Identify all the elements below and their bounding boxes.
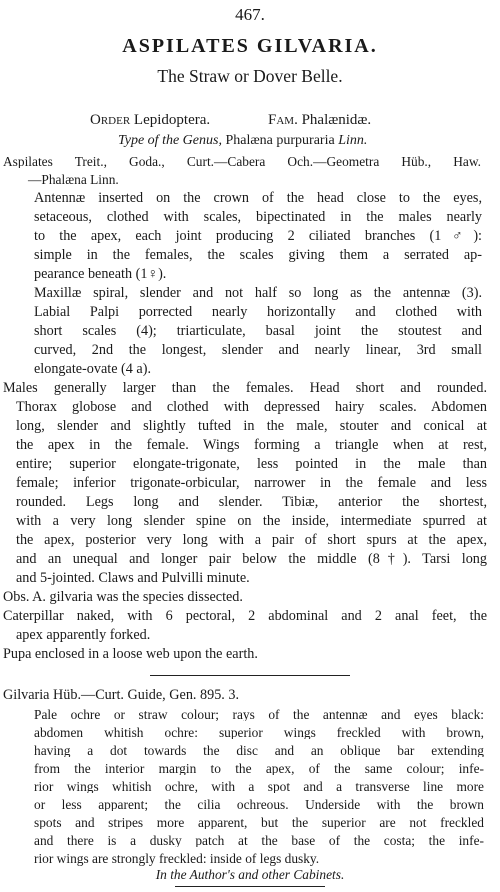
species-heading: Gilvaria Hüb.—Curt. Guide, Gen. 895. 3.	[3, 687, 240, 703]
obs-line: Obs. A. gilvaria was the species dissected.	[3, 589, 243, 605]
species-description-line: Pale ochre or straw colour; rays of the antennæ and eyes black:	[34, 708, 484, 722]
caterpillar-line: apex apparently forked.	[16, 627, 151, 643]
genus-description-line: Maxillæ spiral, slender and not half so long as the antennæ (3).	[34, 286, 482, 301]
genus-description-line: setaceous, clothed with scales, bipectinated in the males nearly	[34, 210, 482, 225]
section-divider	[150, 675, 350, 676]
section-divider	[175, 886, 325, 887]
order-line	[90, 113, 210, 128]
genus-description-line: elongate-ovate (4 a).	[34, 361, 151, 377]
order-label: Order	[90, 112, 131, 128]
genus-synonymy-line: —Phalæna Linn.	[28, 172, 119, 187]
species-description-line: abdomen whitish ochre: superior wings freckled with brown,	[34, 726, 484, 740]
pupa-line: Pupa enclosed in a loose web upon the earth.	[3, 646, 258, 662]
genus-description-line: curved, 2nd the longest, slender and nearly linear, 3rd small	[34, 343, 482, 358]
cabinets-line: In the Author's and other Cabinets.	[155, 867, 345, 882]
characters-line: rounded. Legs long and slender. Tibiæ, anterior the shortest,	[16, 495, 487, 510]
species-description-line: or less apparent; the cilia ochreous. Underside with the brown	[34, 798, 484, 812]
caterpillar-line: Caterpillar naked, with 6 pectoral, 2 abdominal and 2 anal feet, the	[3, 609, 487, 624]
species-description-line: having a dot towards the disc and an oblique bar extending	[34, 744, 484, 758]
order-value: Lepidoptera.	[130, 112, 211, 128]
characters-line: long, slender and slightly tufted in the male, stouter and conical at	[16, 419, 487, 434]
characters-line: entire; superior elongate-trigonate, less pointed in the male than	[16, 457, 487, 472]
type-roman: Phalæna purpuraria	[221, 133, 339, 148]
species-description-line: from the interior margin to the apex, of the same colour; infe-	[34, 762, 484, 776]
family-value: Phalænidæ.	[297, 112, 372, 128]
characters-line: with a very long slender spine on the inside, intermediate spurred at	[16, 514, 487, 529]
genus-synonymy-line: Aspilates Treit., Goda., Curt.—Cabera Och.—Geometra Hüb., Haw.	[3, 155, 481, 169]
characters-line: and 5-jointed. Claws and Pulvilli minute.	[16, 570, 250, 586]
characters-line: female; inferior trigonate-orbicular, narrower in the female and less	[16, 476, 487, 491]
species-description-line: and there is a dusky patch at the base of the costa; the infe-	[34, 834, 484, 848]
family-label: Fam.	[268, 112, 298, 128]
genus-description-line: to the apex, each joint producing 2 ciliated branches (1♂):	[34, 229, 482, 244]
page-number: 467.	[235, 5, 265, 24]
type-author: Linn.	[338, 133, 368, 148]
characters-line: the apex, posterior very long with a pair of short spurs at the apex,	[16, 533, 487, 548]
characters-line: the apex in the female. Wings forming a triangle when at rest,	[16, 438, 487, 453]
characters-line: Males generally larger than the females. Head short and rounded.	[3, 381, 487, 396]
species-description-line: spots and stripes more apparent, but the superior are not freckled	[34, 816, 484, 830]
type-line	[118, 134, 367, 148]
characters-line: and an unequal and longer pair below the middle (8†). Tarsi long	[16, 552, 487, 567]
page-title: ASPILATES GILVARIA.	[122, 35, 378, 57]
genus-description-line: simple in the females, the scales giving them a serrated ap-	[34, 248, 482, 263]
genus-description-line: pearance beneath (1♀).	[34, 266, 167, 282]
species-description-line: rior wings are strongly freckled: inside of legs dusky.	[34, 851, 320, 866]
genus-description-line: short scales (4); triarticulate, basal joint the stoutest and	[34, 324, 482, 339]
family-line	[268, 113, 371, 128]
page-subtitle: The Straw or Dover Belle.	[157, 66, 343, 86]
genus-description-line: Labial Palpi porrected nearly horizontally and clothed with	[34, 305, 482, 320]
characters-line: Thorax globose and clothed with depressed hairy scales. Abdomen	[16, 400, 487, 415]
type-italic: Type of the Genus,	[118, 133, 222, 148]
genus-description-line: Antennæ inserted on the crown of the head close to the eyes,	[34, 191, 482, 206]
species-description-line: rior wings whitish ochre, with a spot and a transverse line more	[34, 780, 484, 794]
